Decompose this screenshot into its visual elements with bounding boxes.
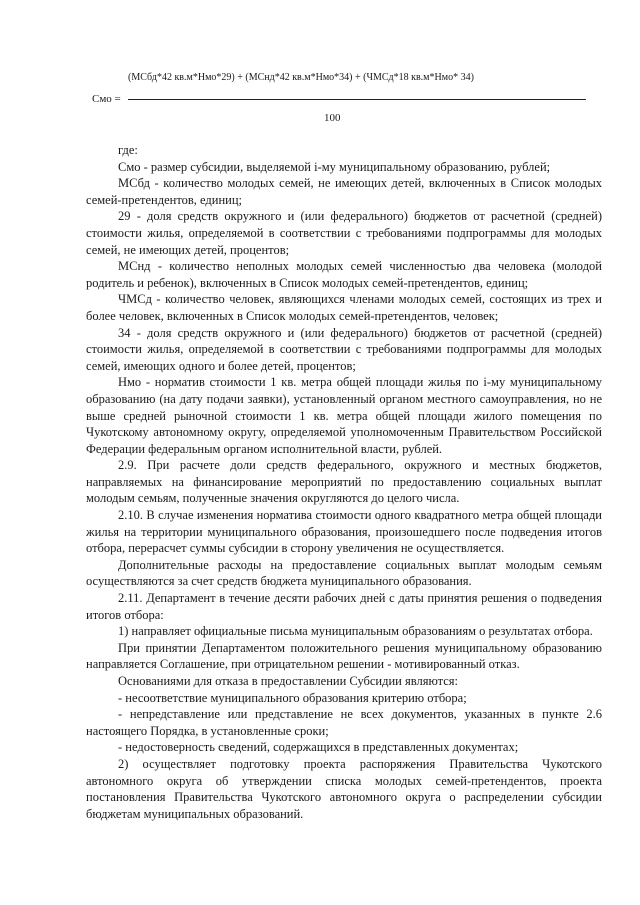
paragraph-refusal-grounds: Основаниями для отказа в предоставлении Субсидии являются: — [118, 674, 459, 688]
paragraph-decision: При принятии Департаментом положительного решения муниципальному образованию направляется Соглашение, при отрицательном решении - мотивированный отказ. — [86, 640, 602, 672]
paragraph-refusal-item-3: - недостоверность сведений, содержащихся в представленных документах; — [118, 740, 519, 755]
paragraph-def-29: 29 - доля средств окружного и (или федерального) бюджетов от расчетной (средней) стоимости жилья, определяемой в соответствии с требованиями подпрограммы для молодых семей, не имеющих детей, процентов; — [86, 209, 602, 257]
paragraph-def-msbd: МСбд - количество молодых семей, не имеющих детей, включенных в Список молодых семей-претендентов, единиц; — [86, 176, 602, 207]
document-body — [86, 142, 602, 822]
paragraph-def-nmo: Нмо - норматив стоимости 1 кв. метра общей площади жилья по i-му муниципальному образованию (на дату подачи заявки), установленный органом местного самоуправления, но не выше средней рыночной стоимости 1 кв. метра общей площади жилого помещения по Чукотскому автономному округу, определяемой уполномоченным Правительством Российской Федерации федеральным органом исполнительной власти, рублей. — [86, 375, 602, 456]
paragraph-def-chmsd: ЧМСд - количество человек, являющихся членами молодых семей, состоящих из трех и более человек, включенных в Список молодых семей-претендентов, человек; — [86, 292, 602, 323]
paragraph-additional-expenses: Дополнительные расходы на предоставление социальных выплат молодым семьям осуществляются за счет средств бюджета муниципального образования. — [86, 557, 602, 589]
formula-fraction-line — [128, 99, 586, 100]
paragraph-2-9: 2.9. При расчете доли средств федерального, окружного и местных бюджетов, направляемых на финансирование мероприятий по предоставлению социальных выплат молодым семьям, полученные значения округляются до целого числа. — [86, 458, 602, 506]
formula-denominator: 100 — [324, 112, 341, 124]
formula-numerator: (МСбд*42 кв.м*Нмо*29) + (МСнд*42 кв.м*Нмо*34) + (ЧМСд*18 кв.м*Нмо* 34) — [128, 72, 474, 83]
subsidy-formula — [0, 0, 640, 140]
paragraph-2-11-item-1: 1) направляет официальные письма муниципальным образованиям о результатах отбора. — [118, 624, 593, 639]
paragraph-where: где: — [118, 143, 138, 157]
paragraph-refusal-item-2: - непредставление или представление не всех документов, указанных в пункте 2.6 настоящего Порядка, в установленные сроки; — [86, 707, 602, 738]
formula-lhs: Смо = — [92, 93, 121, 105]
paragraph-def-34: 34 - доля средств окружного и (или федерального) бюджетов от расчетной (средней) стоимости жилья, определяемой в соответствии с требованиями подпрограммы для молодых семей, имеющих одного и более детей, процентов; — [86, 325, 602, 373]
paragraph-2-11-item-2: 2) осуществляет подготовку проекта распоряжения Правительства Чукотского автономного округа об утверждении списка молодых семей-претендентов, проекта постановления Правительства Чукотского автономного округа о распределении субсидии бюджетам муниципальных образований. — [86, 756, 602, 821]
paragraph-def-msnd: МСнд - количество неполных молодых семей численностью два человека (молодой родитель и ребенок), включенных в Список молодых семей-претендентов, единиц; — [86, 259, 602, 290]
paragraph-def-smo: Смо - размер субсидии, выделяемой i-му муниципальному образованию, рублей; — [118, 159, 551, 174]
paragraph-2-11: 2.11. Департамент в течение десяти рабочих дней с даты принятия решения о подведения итогов отбора: — [86, 591, 602, 622]
paragraph-refusal-item-1: - несоответствие муниципального образования критерию отбора; — [118, 690, 467, 705]
paragraph-2-10: 2.10. В случае изменения норматива стоимости одного квадратного метра общей площади жилья на территории муниципального образования, произошедшего после подведения итогов отбора, перерасчет суммы субсидии в сторону увеличения не осуществляется. — [86, 508, 602, 556]
